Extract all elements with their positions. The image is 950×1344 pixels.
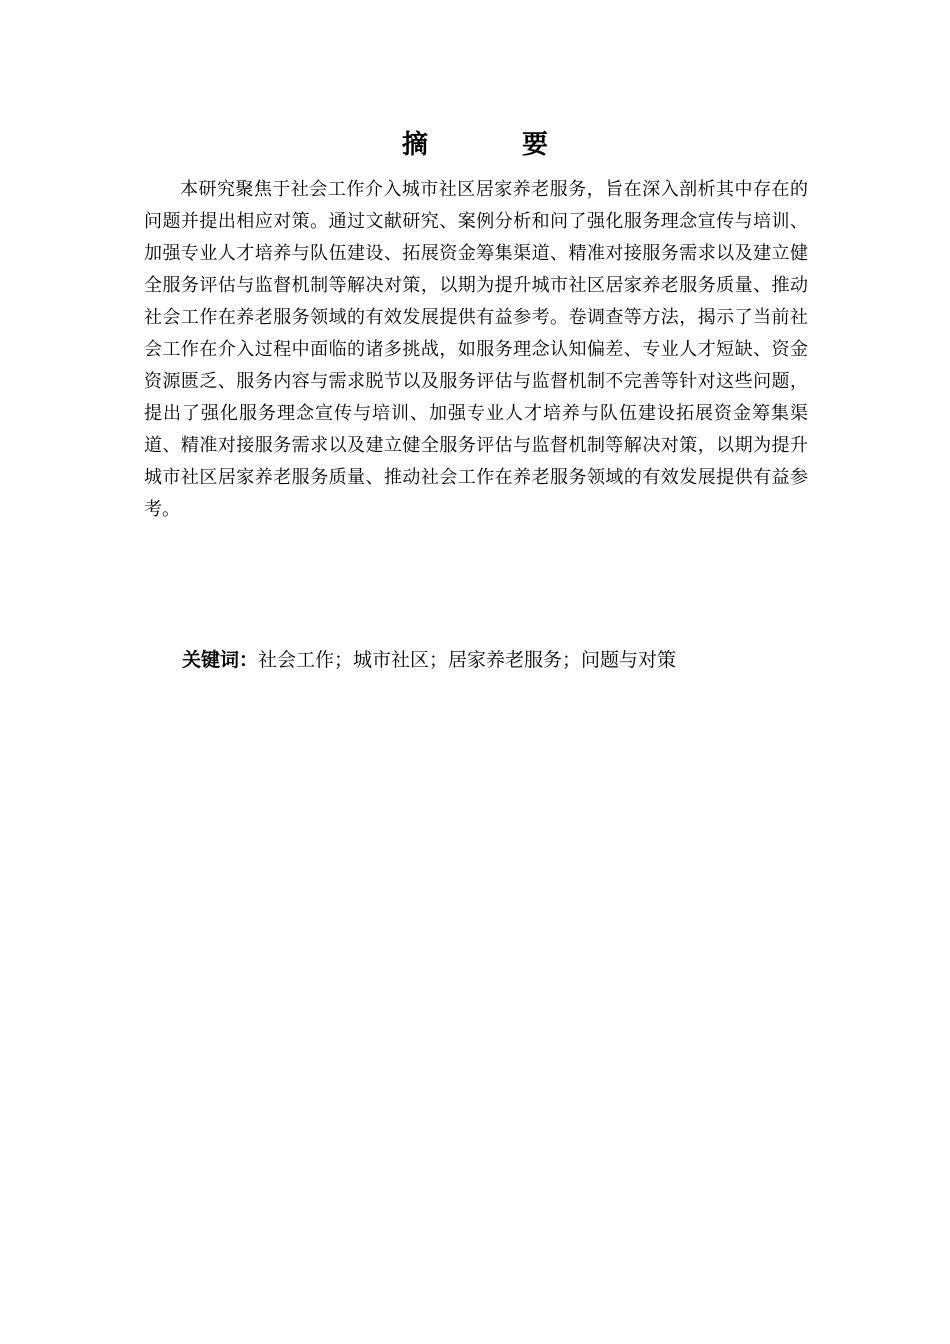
- abstract-body: 本研究聚焦于社会工作介入城市社区居家养老服务，旨在深入剖析其中存在的问题并提出相应对策。通过文献研究、案例分析和问了强化服务理念宣传与培训、加强专业人才培养与队伍建设、拓展资金筹集渠道、精准对接服务需求以及建立健全服务评估与监督机制等解决对策，以期为提升城市社区居家养老服务质量、推动社会工作在养老服务领域的有效发展提供有益参考。卷调查等方法，揭示了当前社会工作在介入过程中面临的诸多挑战，如服务理念认知偏差、专业人才短缺、资金资源匮乏、服务内容与需求脱节以及服务评估与监督机制不完善等针对这些问题，提出了强化服务理念宣传与培训、加强专业人才培养与队伍建设拓展资金筹集渠道、精准对接服务需求以及建立健全服务评估与监督机制等解决对策，以期为提升城市社区居家养老服务质量、推动社会工作在养老服务领域的有效发展提供有益参考。: [144, 179, 808, 520]
- keywords-text: 社会工作；城市社区；居家养老服务；问题与对策: [258, 649, 677, 671]
- keywords-label: 关键词：: [182, 649, 259, 671]
- keywords-line: [182, 645, 822, 675]
- abstract-title: 摘 要: [401, 130, 582, 160]
